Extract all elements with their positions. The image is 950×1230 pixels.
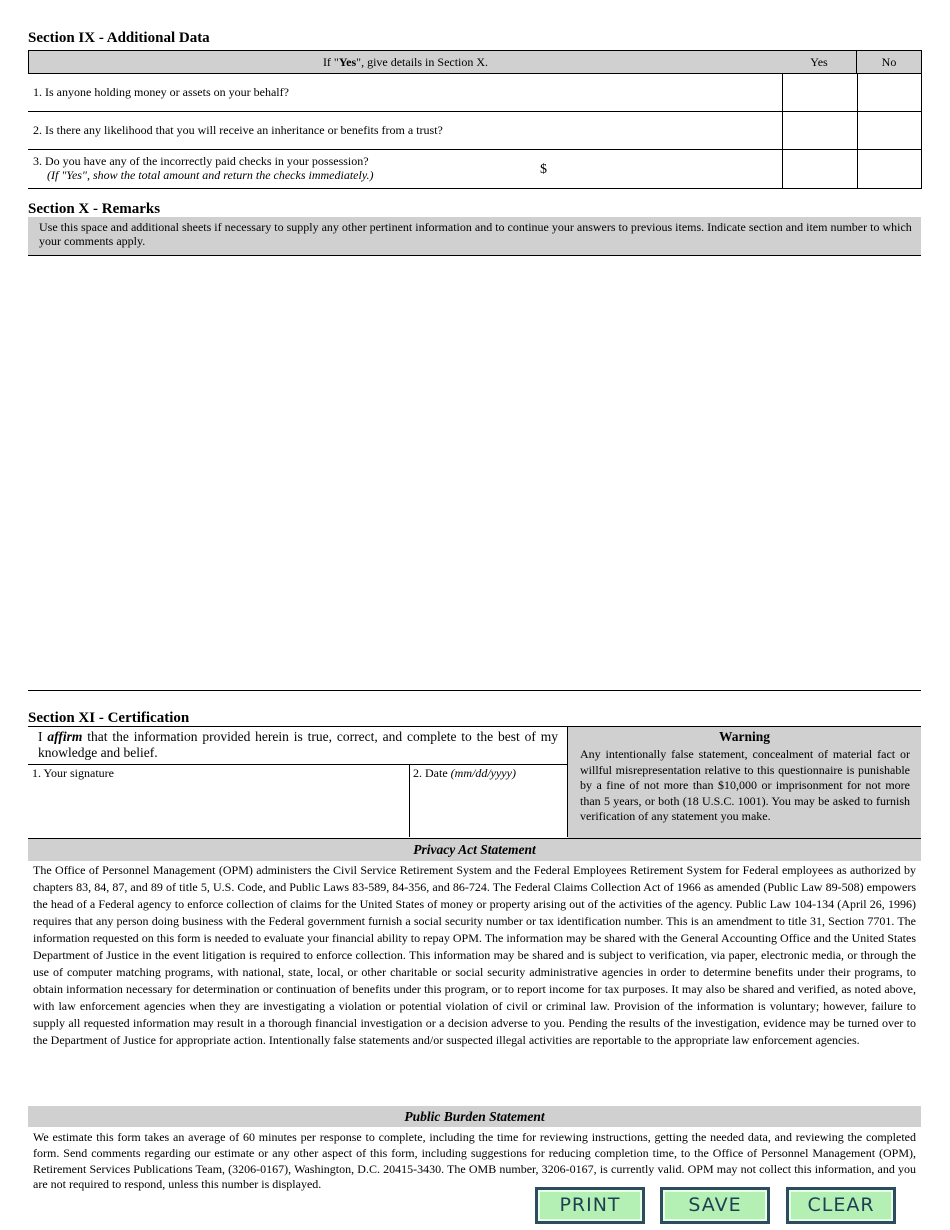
warning-box — [568, 726, 921, 839]
question-2-label: 2. Is there any likelihood that you will receive an inheritance or benefits from a trust? — [33, 123, 443, 137]
date-field[interactable] — [413, 784, 563, 834]
section-9-header — [28, 50, 783, 74]
col-yes-header: Yes — [782, 50, 857, 74]
affirm-statement — [38, 729, 558, 761]
question-1-label: 1. Is anyone holding money or assets on your behalf? — [33, 85, 289, 99]
signature-label: 1. Your signature — [32, 766, 115, 780]
section-9-title: Section IX - Additional Data — [28, 30, 210, 46]
date-box — [410, 764, 568, 837]
affirm-box — [28, 726, 568, 765]
section-11-title: Section XI - Certification — [28, 710, 190, 726]
header-suffix: ", give details in Section X. — [356, 55, 489, 69]
date-label-text: 2. Date — [413, 766, 451, 780]
burden-title: Public Burden Statement — [28, 1106, 921, 1127]
question-3-label: 3. Do you have any of the incorrectly paid checks in your possession? — [33, 154, 369, 168]
remarks-instructions: Use this space and additional sheets if necessary to supply any other pertinent information and to continue your answers to previous items. Indicate section and item number to which your comments apply. — [28, 217, 921, 256]
signature-box — [28, 764, 410, 837]
date-label — [413, 766, 516, 781]
question-3-yes-field[interactable] — [782, 150, 858, 189]
signature-field[interactable] — [32, 784, 404, 834]
amount-currency-symbol: $ — [540, 162, 547, 177]
affirm-word: affirm — [47, 729, 83, 744]
affirm-prefix: I — [38, 729, 48, 744]
date-format: (mm/dd/yyyy) — [450, 766, 516, 780]
header-prefix: If " — [322, 55, 339, 69]
question-1-yes-field[interactable] — [782, 73, 858, 112]
clear-button[interactable]: CLEAR — [786, 1187, 896, 1224]
warning-text: Any intentionally false statement, concealment of material fact or willful misrepresentation relative to this questionnaire is punishable by a fine of not more than $10,000 or imprisonment for not more than 5 years, or both (18 U.S.C. 1001). You may be asked to furnish verification of any statement you make. — [580, 747, 910, 824]
question-3-no-field[interactable] — [857, 150, 922, 189]
header-yes: Yes — [338, 55, 357, 69]
privacy-title: Privacy Act Statement — [28, 839, 921, 861]
privacy-text: The Office of Personnel Management (OPM) administers the Civil Service Retirement System and the Federal Employees Retirement System for Federal employees as authorized by chapters 83, 84, 87, and 89 of title 5, U.S. Code, and Public Laws 83-589, 84-356, and 86-724. The Federal Claims Collection Act of 1966 as amended (Public Law 89-508) empowers the head of a Federal agency to enforce collection of claims for the United States of money or property arising out of the activities of the agency. Public Law 104-134 (April 26, 1996) requires that any person doing business with the Federal government furnish a social security number or tax identification number. This is an amendment to title 31, Section 7701. The information requested on this form is needed to evaluate your financial ability to repay OPM. The information may be shared with the General Accounting Office and the United States Department of Justice in the event litigation is required to enforce collection. This information may be shared and is subject to verification, via paper, electronic media, or through the use of computer matching programs, with national, state, local, or other charitable or social security administrative agencies in order to determine benefits under their programs, to obtain information necessary for determination or continuation of benefits under this program, or to report income for tax purposes. It may also be shared and verified, as noted above, with law enforcement agencies when they are investigating a violation or potential violation of civil or criminal law. Provision of the information is voluntary; however, failure to supply all requested information may result in a thorough financial investigation or a decision adverse to you. Pending the results of the investigation, evidence may be turned over to the Department of Justice for appropriate action. Intentionally false statements and/or suspected illegal activities are reportable to the appropriate law enforcement agencies. — [33, 863, 916, 1047]
question-2-no-field[interactable] — [857, 112, 922, 150]
print-button[interactable]: PRINT — [535, 1187, 645, 1224]
warning-title: Warning — [718, 729, 770, 744]
col-no-header: No — [857, 50, 922, 74]
save-button[interactable]: SAVE — [660, 1187, 770, 1224]
burden-text: We estimate this form takes an average of 60 minutes per response to complete, including the time for reviewing instructions, getting the needed data, and reviewing the completed form. Send comments regarding our estimate or any other aspect of this form, including suggestions for reducing completion time, to the Office of Personnel Management (OPM), Retirement Services Publications Team, (3206-0167), Washington, D.C. 20415-3430. The OMB number, 3206-0167, is currently valid. OPM may not collect this information, and you are not required to respond, unless this number is displayed. — [33, 1130, 916, 1192]
question-1-no-field[interactable] — [857, 73, 922, 112]
question-2-yes-field[interactable] — [782, 112, 858, 150]
section-10-title: Section X - Remarks — [28, 201, 161, 217]
question-3-note: (If "Yes", show the total amount and return the checks immediately.) — [47, 168, 374, 182]
remarks-textarea[interactable] — [28, 254, 921, 691]
affirm-rest: that the information provided herein is true, correct, and complete to the best of my knowledge and belief. — [38, 729, 559, 760]
amount-field[interactable] — [554, 158, 794, 182]
